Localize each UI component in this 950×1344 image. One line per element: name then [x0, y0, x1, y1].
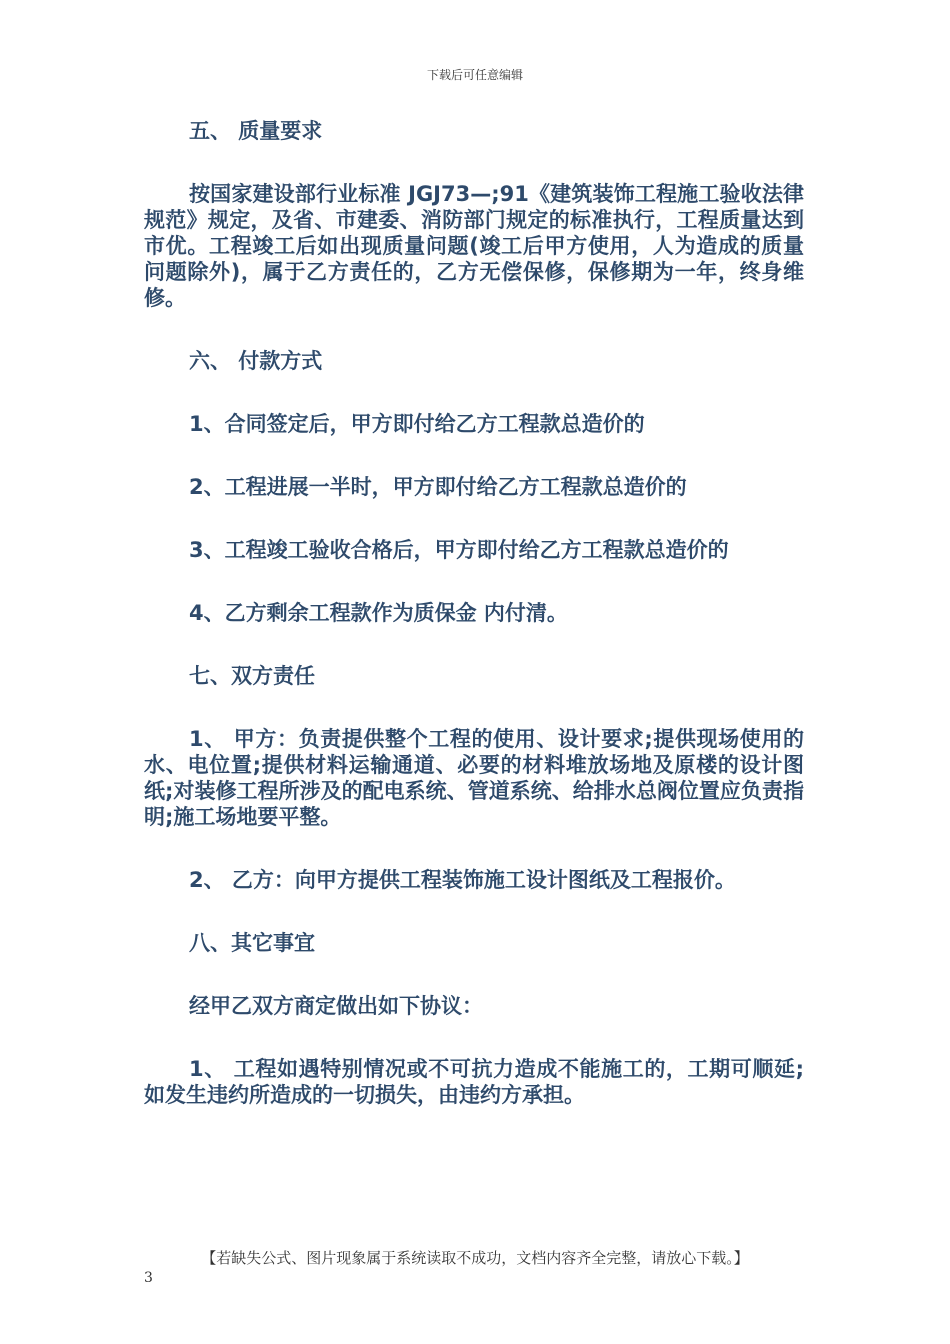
payment-item-1: 1、合同签定后，甲方即付给乙方工程款总造价的: [189, 412, 645, 436]
section-heading-responsibilities: 七、双方责任: [189, 664, 315, 688]
section-heading-other-matters: 八、其它事宜: [189, 931, 315, 955]
payment-item-3: 3、工程竣工验收合格后，甲方即付给乙方工程款总造价的: [189, 538, 729, 562]
paragraph-quality-standard: 按国家建设部行业标准 JGJ73—;91《建筑装饰工程施工验收法律规范》规定，及省、市建委、消防部门规定的标准执行，工程质量达到市优。工程竣工后如出现质量问题(竣工后甲方使用，人为造成的质量问题除外)，属于乙方责任的，乙方无偿保修，保修期为一年，终身维修。: [144, 182, 804, 310]
agreement-item-1: 1、 工程如遇特别情况或不可抗力造成不能施工的，工期可顺延;如发生违约所造成的一切损失，由违约方承担。: [144, 1057, 804, 1107]
section-heading-payment: 六、 付款方式: [189, 349, 323, 373]
payment-item-2: 2、工程进展一半时，甲方即付给乙方工程款总造价的: [189, 475, 687, 499]
payment-item-4: 4、乙方剩余工程款作为质保金 内付清。: [189, 601, 568, 625]
agreement-intro: 经甲乙双方商定做出如下协议：: [189, 994, 483, 1018]
section-heading-quality: 五、 质量要求: [189, 119, 323, 143]
responsibility-party-b: 2、 乙方：向甲方提供工程装饰施工设计图纸及工程报价。: [189, 868, 736, 892]
footer-note: 【若缺失公式、图片现象属于系统读取不成功，文档内容齐全完整，请放心下载。】: [201, 1249, 749, 1267]
page-number: 3: [144, 1270, 153, 1286]
document-body: [144, 118, 804, 1145]
page-header: 下载后可任意编辑: [426, 68, 523, 82]
responsibility-party-a: 1、 甲方：负责提供整个工程的使用、设计要求;提供现场使用的水、电位置;提供材料运输通道、必要的材料堆放场地及原楼的设计图纸;对装修工程所涉及的配电系统、管道系统、给排水总阀位置应负责指明;施工场地要平整。: [144, 727, 804, 829]
